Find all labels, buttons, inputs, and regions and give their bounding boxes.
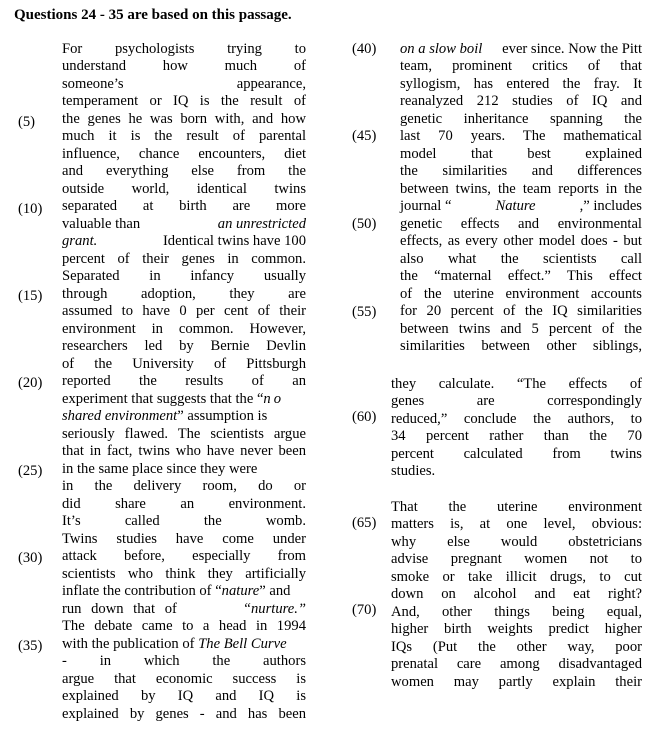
passage-line: the “maternal effect.” This effect <box>400 268 642 284</box>
passage-line: argue that economic success is <box>62 671 306 687</box>
passage-text: ever since. Now the Pitt <box>502 41 642 57</box>
passage-line: advise pregnant women not to <box>391 551 642 567</box>
italic-phrase: “nurture.” <box>242 601 306 617</box>
line-number-20: (20) <box>18 375 43 391</box>
passage-line: prenatal care among disadvantaged <box>391 656 642 672</box>
italic-phrase: The Bell Curve <box>198 636 287 652</box>
passage-text: inflate the contribution of “ <box>62 583 222 599</box>
passage-line: - in which the authors <box>62 653 306 669</box>
passage-line: why else would obstetricians <box>391 534 642 550</box>
passage-line: outside world, identical twins <box>62 181 306 197</box>
passage-line: the similarities and differences <box>400 163 642 179</box>
passage-line <box>62 408 306 425</box>
passage-line: genetic effects and environmental <box>400 216 642 232</box>
passage-line: reported the results of an <box>62 373 306 389</box>
passage-line: attack before, especially from <box>62 548 306 564</box>
passage-line: model that best explained <box>400 146 642 162</box>
line-number-70: (70) <box>352 602 377 618</box>
passage-line: in the same place since they were <box>62 461 258 477</box>
passage-line: someone’s appearance, <box>62 76 306 92</box>
line-number-45: (45) <box>352 128 377 144</box>
passage-line: environment in common. However, <box>62 321 306 337</box>
line-number-55: (55) <box>352 304 377 320</box>
line-number-50: (50) <box>352 216 377 232</box>
italic-phrase: Nature <box>495 198 536 214</box>
passage-line: higher birth weights predict higher <box>391 621 642 637</box>
passage-text: journal “ <box>400 198 452 214</box>
passage-line: Twins studies have come under <box>62 531 306 547</box>
passage-line <box>62 601 306 618</box>
passage-line: did share an environment. <box>62 496 306 512</box>
passage-line: genetic inheritance spanning the <box>400 111 642 127</box>
passage-line: similarities between other siblings, <box>400 338 642 354</box>
passage-text: run down that of <box>62 601 177 617</box>
passage-line: And, other things being equal, <box>391 604 642 620</box>
passage-line: women may partly explain their <box>391 674 642 690</box>
passage-line: influence, chance encounters, diet <box>62 146 306 162</box>
passage-heading: Questions 24 - 35 are based on this passage. <box>14 7 292 23</box>
italic-phrase: grant. <box>62 233 98 249</box>
passage-line <box>400 198 642 215</box>
passage-text: Identical twins have 100 <box>162 233 306 249</box>
passage-line: researchers led by Bernie Devlin <box>62 338 306 354</box>
passage-text: experiment that suggests that the “ <box>62 391 264 407</box>
line-number-15: (15) <box>18 288 43 304</box>
passage-line: of the uterine environment accounts <box>400 286 642 302</box>
italic-phrase: an unrestricted <box>217 216 306 232</box>
passage-text <box>400 198 642 215</box>
passage-line <box>62 391 306 408</box>
passage-line: and everything else from the <box>62 163 306 179</box>
passage-line: percent calculated from twins <box>391 446 642 462</box>
passage-line: studies. <box>391 463 436 479</box>
passage-line: Separated in infancy usually <box>62 268 306 284</box>
passage-line: team, prominent critics of that <box>400 58 642 74</box>
passage-line: much it is the result of parental <box>62 128 306 144</box>
passage-line: assumed to have 0 per cent of their <box>62 303 306 319</box>
passage-line: For psychologists trying to <box>62 41 306 57</box>
line-number-40: (40) <box>352 41 377 57</box>
passage-line <box>62 216 306 233</box>
passage-text: with the publication of <box>62 636 199 652</box>
passage-line: through adoption, they are <box>62 286 306 302</box>
passage-line: syllogism, has entered the fray. It <box>400 76 642 92</box>
passage-line: of the University of Pittsburgh <box>62 356 306 372</box>
passage-line: between twins and 5 percent of the <box>400 321 642 337</box>
passage-line: reduced,” conclude the authors, to <box>391 411 642 427</box>
passage-line: scientists who think they artificially <box>62 566 306 582</box>
passage-line: seriously flawed. The scientists argue <box>62 426 306 442</box>
italic-phrase: shared environment <box>62 408 178 424</box>
passage-line: matters is, at one level, obvious: <box>391 516 642 532</box>
passage-line: also what the scientists call <box>400 251 642 267</box>
passage-line: IQs (Put the other way, poor <box>391 639 642 655</box>
passage-line: smoke or take illicit drugs, to cut <box>391 569 642 585</box>
line-number-35: (35) <box>18 638 43 654</box>
passage-line: The debate came to a head in 1994 <box>62 618 306 634</box>
passage-line: separated at birth are more <box>62 198 306 214</box>
passage-line: genes are correspondingly <box>391 393 642 409</box>
line-number-30: (30) <box>18 550 43 566</box>
passage-line: effects, as every other model does - but <box>400 233 642 249</box>
passage-text: ” and <box>259 583 291 599</box>
passage-line: the genes he was born with, and how <box>62 111 306 127</box>
passage-line: down on alcohol and eat right? <box>391 586 642 602</box>
passage-line: explained by genes - and has been <box>62 706 306 722</box>
passage-text: valuable than <box>62 216 141 232</box>
passage-line <box>400 41 642 58</box>
line-number-25: (25) <box>18 463 43 479</box>
passage-line: explained by IQ and IQ is <box>62 688 306 704</box>
line-number-60: (60) <box>352 409 377 425</box>
passage-line: temperament or IQ is the result of <box>62 93 306 109</box>
passage-line <box>62 636 306 653</box>
passage-line: last 70 years. The mathematical <box>400 128 642 144</box>
passage-line: understand how much of <box>62 58 306 74</box>
passage-line: 34 percent rather than the 70 <box>391 428 642 444</box>
passage-line: that in fact, twins who have never been <box>62 443 306 459</box>
line-number-10: (10) <box>18 201 43 217</box>
passage-text: ,” includes <box>579 198 642 214</box>
passage-text: ” assumption is <box>177 408 268 424</box>
passage-line: for 20 percent of the IQ similarities <box>400 303 642 319</box>
italic-phrase: nature <box>221 583 260 599</box>
passage-line: reanalyzed 212 studies of IQ and <box>400 93 642 109</box>
passage-line: in the delivery room, do or <box>62 478 306 494</box>
passage-line: percent of their genes in common. <box>62 251 306 267</box>
italic-phrase: on a slow boil <box>400 41 483 57</box>
italic-phrase: no <box>263 391 285 407</box>
passage-line: That the uterine environment <box>391 499 642 515</box>
passage-line: between twins, the team reports in the <box>400 181 642 197</box>
passage-line: It’s called the womb. <box>62 513 306 529</box>
passage-line <box>62 583 306 600</box>
passage-line: they calculate. “The effects of <box>391 376 642 392</box>
passage-line <box>62 233 306 250</box>
line-number-65: (65) <box>352 515 377 531</box>
line-number-5: (5) <box>18 114 36 130</box>
